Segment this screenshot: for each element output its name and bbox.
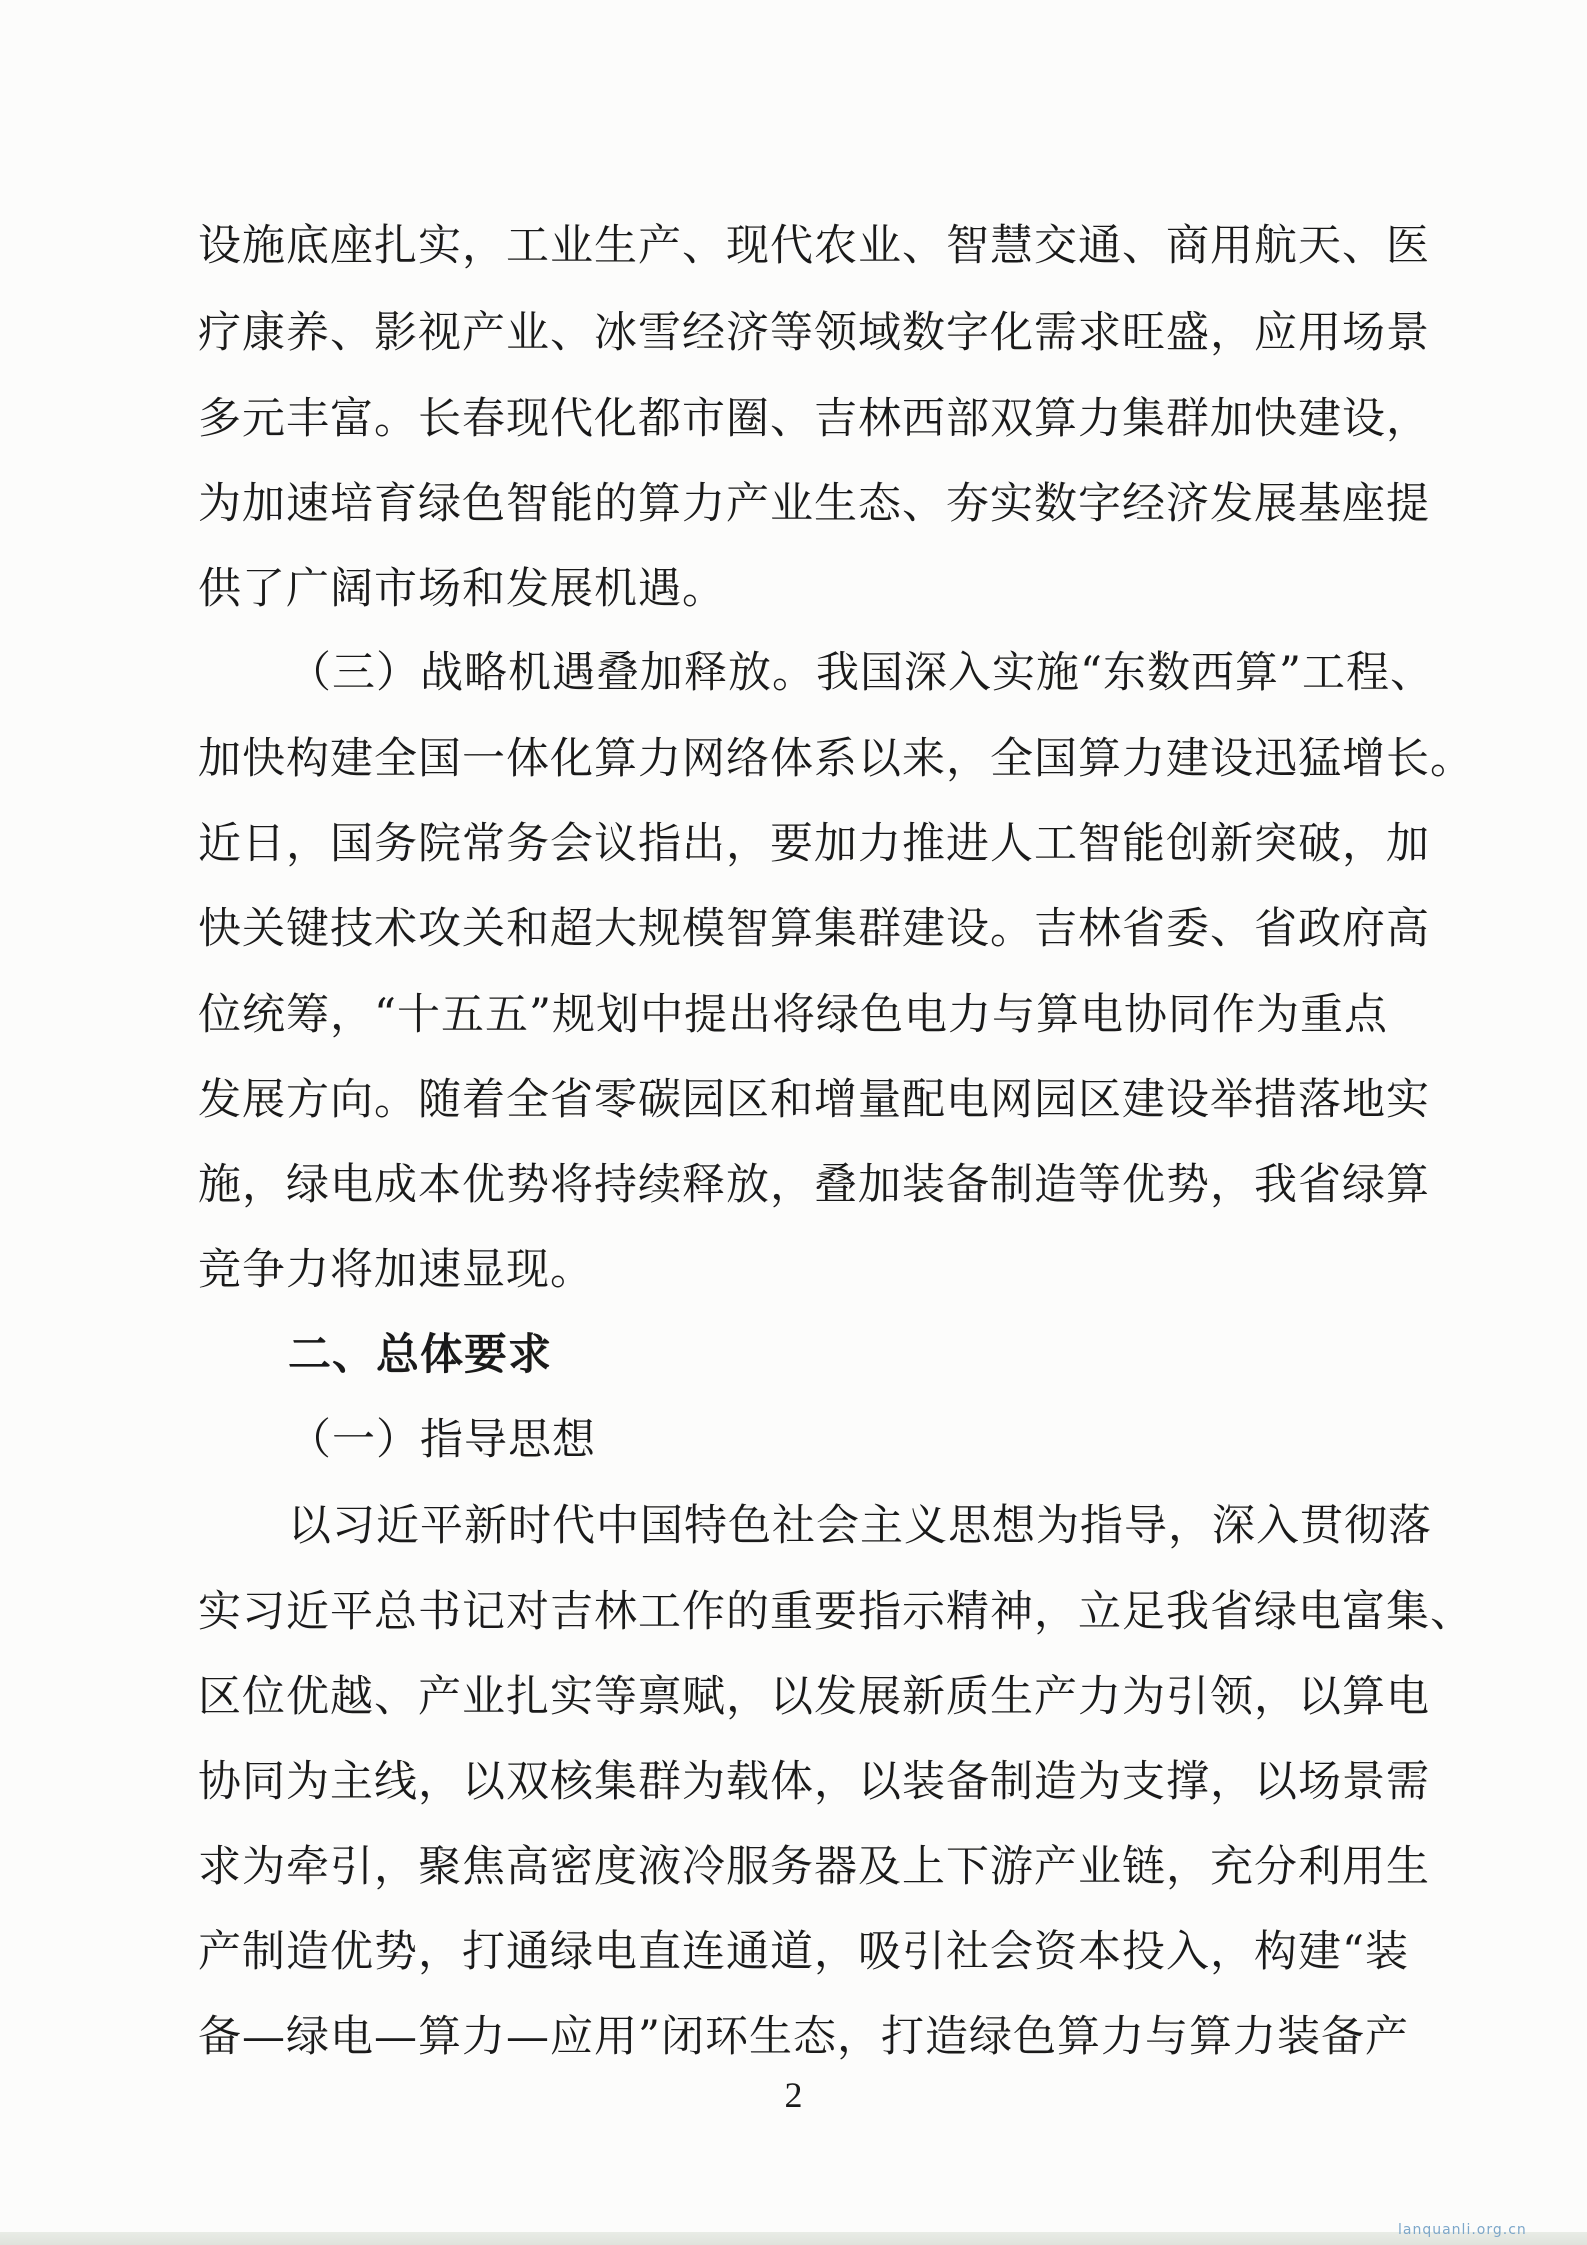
text-line: 区位优越、产业扎实等禀赋，以发展新质生产力为引领，以算电 bbox=[198, 1672, 1430, 1722]
page-number: 2 bbox=[784, 2075, 803, 2115]
text-line: 加快构建全国一体化算力网络体系以来，全国算力建设迅猛增长。 bbox=[198, 734, 1474, 784]
text-line: 发展方向。随着全省零碳园区和增量配电网园区建设举措落地实 bbox=[198, 1075, 1430, 1125]
text-line: 求为牵引，聚焦高密度液冷服务器及上下游产业链，充分利用生 bbox=[198, 1842, 1430, 1892]
scan-bottom-edge bbox=[0, 2232, 1587, 2245]
section-3-first-line: （三）战略机遇叠加释放。我国深入实施“东数西算”工程、 bbox=[288, 648, 1434, 698]
site-watermark: lanquanli.org.cn bbox=[1398, 2222, 1527, 2238]
guiding-ideology-first-line: 以习近平新时代中国特色社会主义思想为指导，深入贯彻落 bbox=[288, 1501, 1432, 1551]
text-line: 多元丰富。长春现代化都市圈、吉林西部双算力集群加快建设， bbox=[198, 394, 1430, 444]
text-line: 位统筹，“十五五”规划中提出将绿色电力与算电协同作为重点 bbox=[198, 990, 1388, 1040]
text-line: 施，绿电成本优势将持续释放，叠加装备制造等优势，我省绿算 bbox=[198, 1160, 1430, 1210]
text-line: 竞争力将加速显现。 bbox=[198, 1245, 594, 1295]
text-line: 产制造优势，打通绿电直连通道，吸引社会资本投入，构建“装 bbox=[198, 1927, 1409, 1977]
text-line: 实习近平总书记对吉林工作的重要指示精神，立足我省绿电富集、 bbox=[198, 1587, 1474, 1637]
text-line: 供了广阔市场和发展机遇。 bbox=[198, 564, 726, 614]
text-line: 近日，国务院常务会议指出，要加力推进人工智能创新突破，加 bbox=[198, 819, 1430, 869]
text-line: 备—绿电—算力—应用”闭环生态，打造绿色算力与算力装备产 bbox=[198, 2012, 1409, 2062]
text-line: 快关键技术攻关和超大规模智算集群建设。吉林省委、省政府高 bbox=[198, 904, 1430, 954]
text-line: 协同为主线，以双核集群为载体，以装备制造为支撑，以场景需 bbox=[198, 1757, 1430, 1807]
subsection-heading-guiding-ideology: （一）指导思想 bbox=[288, 1415, 596, 1465]
text-line: 疗康养、影视产业、冰雪经济等领域数字化需求旺盛，应用场景 bbox=[198, 308, 1430, 358]
text-line: 为加速培育绿色智能的算力产业生态、夯实数字经济发展基座提 bbox=[198, 479, 1430, 529]
section-heading-overall-requirements: 二、总体要求 bbox=[288, 1330, 552, 1380]
text-line: 设施底座扎实，工业生产、现代农业、智慧交通、商用航天、医 bbox=[198, 221, 1430, 271]
